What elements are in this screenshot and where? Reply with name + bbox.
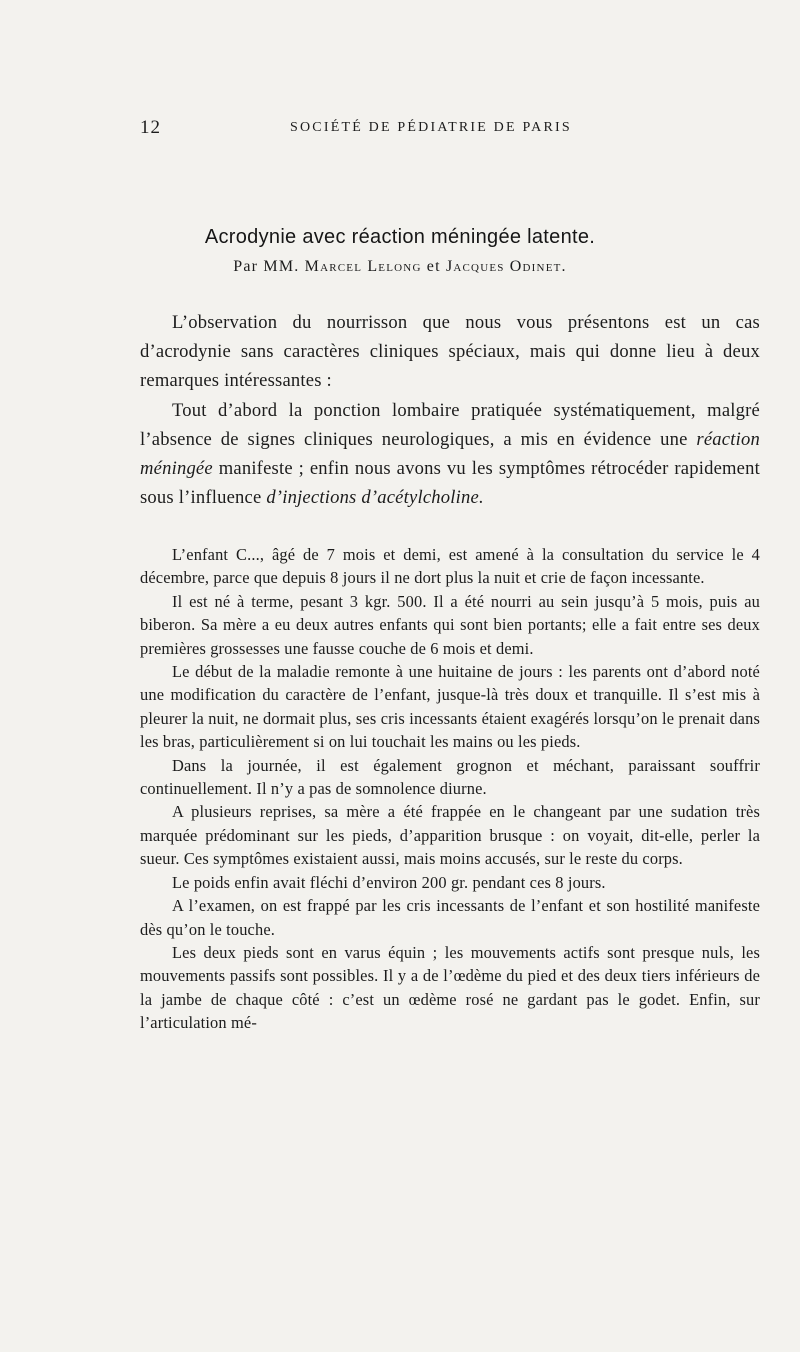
body-paragraph: Les deux pieds sont en varus équin ; les mouvements actifs sont presque nuls, les mouvements passifs sont possibles. Il y a de l’œdème du pied et des deux tiers inférieurs de la jambe de chaque côté : c’est un œdème rosé ne gardant pas le godet. Enfin, sur l’articulation mé- [140, 942, 760, 1033]
running-head: SOCIÉTÉ DE PÉDIATRIE DE PARIS [290, 120, 572, 135]
article-authors [0, 258, 800, 276]
authors-conjunction: et [426, 258, 441, 275]
body-paragraph: Il est né à terme, pesant 3 kgr. 500. Il a été nourri au sein jusqu’à 5 mois, puis au biberon. Sa mère a eu deux autres enfants qui sont bien portants; elle a fait entre ses deux premières grossesses une fausse couche de 6 mois et demi. [140, 591, 760, 658]
intro-paragraph-2 [140, 396, 760, 513]
intro-section [140, 308, 760, 512]
authors-prefix: Par MM. [233, 258, 300, 275]
body-paragraph: Le poids enfin avait fléchi d’environ 200 gr. pendant ces 8 jours. [172, 872, 606, 892]
body-paragraph: A plusieurs reprises, sa mère a été frappée en le changeant par une sudation très marquée prédominant sur les pieds, d’apparition brusque : on voyait, dit-elle, perler la sueur. Ces symptômes existaient aussi, mais moins accusés, sur le reste du corps. [140, 802, 760, 869]
author-1: Marcel Lelong [304, 258, 422, 275]
article-title: Acrodynie avec réaction méningée latente. [204, 226, 596, 249]
body-paragraph: A l’examen, on est frappé par les cris incessants de l’enfant et son hostilité manifeste dès qu’on le touche. [140, 896, 760, 939]
intro-paragraph-1: L’observation du nourrisson que nous vous présentons est un cas d’acrodynie sans caractères cliniques spéciaux, mais qui donne lieu à deux remarques intéressantes : [140, 312, 760, 392]
intro-emphasis-2: d’injections d’acétylcholine. [266, 487, 484, 509]
body-paragraph: Le début de la maladie remonte à une huitaine de jours : les parents ont d’abord noté une modification du caractère de l’enfant, jusque-là très doux et tranquille. Il s’est mis à pleurer la nuit, ne dormait plus, ses cris incessants étaient exagérés lorsqu’on le prenait dans les bras, particulièrement si on lui touchait les mains ou les pieds. [140, 662, 760, 752]
body-paragraph: Dans la journée, il est également grognon et méchant, paraissant souffrir continuellement. Il n’y a pas de somnolence diurne. [140, 755, 760, 799]
author-2: Jacques Odinet. [445, 258, 567, 275]
page-number: 12 [140, 117, 161, 138]
case-report [140, 543, 760, 1035]
intro-text-a: Tout d’abord la ponction lombaire pratiquée systématiquement, malgré l’absence de signes cliniques neurologiques, a mis en évidence une [140, 399, 760, 450]
intro-text-b: manifeste ; enfin nous avons vu les symptômes rétrocéder rapidement sous l’influence [140, 458, 761, 509]
body-paragraph: L’enfant C..., âgé de 7 mois et demi, est amené à la consultation du service le 4 décembre, parce que depuis 8 jours il ne dort plus la nuit et crie de façon incessante. [140, 545, 760, 588]
intro-emphasis-1: réaction méningée [140, 428, 760, 480]
